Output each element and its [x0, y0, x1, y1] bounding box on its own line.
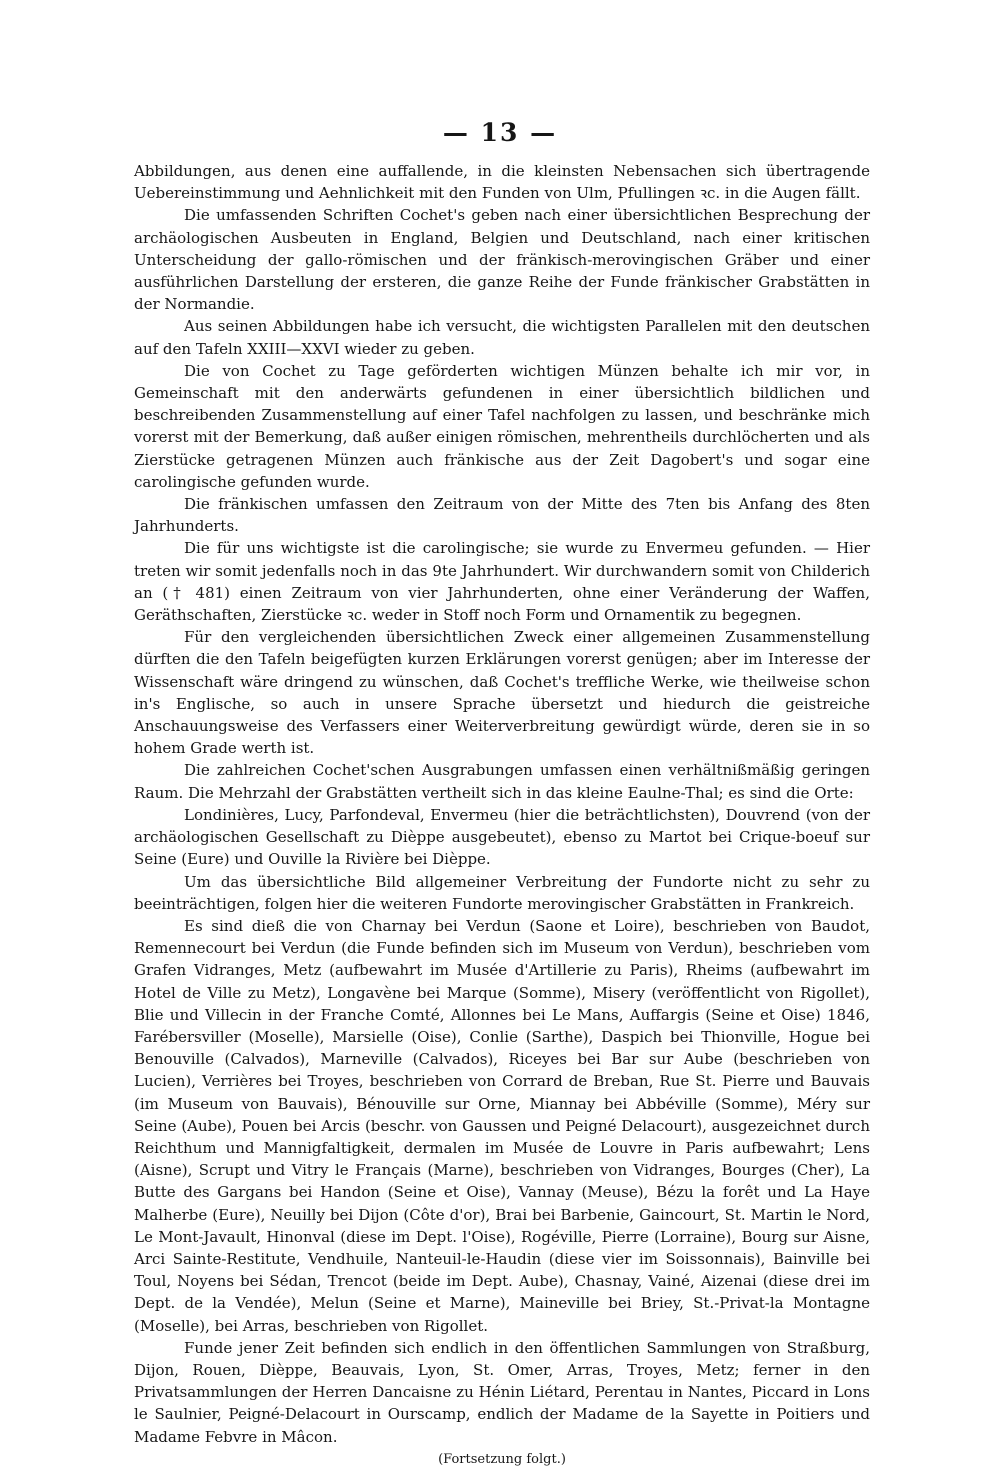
paragraph-4: Die von Cochet zu Tage geförderten wichtigen Münzen behalte ich mir vor, in Gemeinschaft mit den anderwärts gefundenen in einer übersichtlich bildlichen und beschreibenden Zusammenstellung auf einer Tafel nachfolgen zu lassen, und beschränke mich vorerst mit der Bemerkung, daß außer einigen römischen, mehrentheils durchlöcherten und als Zierstücke getragenen Münzen auch fränkische aus der Zeit Dagobert's und sogar eine carolingische gefunden wurde.	[134, 361, 870, 491]
paragraph-7: Für den vergleichenden übersichtlichen Zweck einer allgemeinen Zusammenstellung dürften die den Tafeln beigefügten kurzen Erklärungen vorerst genügen; aber im Interesse der Wissenschaft wäre dringend zu wünschen, daß Cochet's treffliche Werke, wie theilweise schon in's Englische, so auch in unsere Sprache übersetzt und hiedurch die geistreiche Anschauungsweise des Verfassers einer Weiterverbreitung gewürdigt würde, deren sie in so hohem Grade werth ist.	[134, 628, 870, 758]
page-number: — 13 —	[442, 118, 558, 147]
paragraph-6: Die für uns wichtigste ist die carolingische; sie wurde zu Envermeu gefunden. — Hier treten wir somit jedenfalls noch in das 9te Jahrhundert. Wir durchwandern somit von Childerich an († 481) einen Zeitraum von vier Jahrhunderten, ohne einer Veränderung der Waffen, Geräthschaften, Zierstücke ꝛc. weder in Stoff noch Form und Ornamentik zu begegnen.	[134, 539, 870, 625]
continuation-note: (Fortsetzung folgt.)	[438, 1451, 566, 1467]
paragraph-9: Londinières, Lucy, Parfondeval, Envermeu (hier die beträchtlichsten), Douvrend (von der archäologischen Gesellschaft zu Dièppe ausgebeutet), ebenso zu Martot bei Crique-boeuf sur Seine (Eure) und Ouville la Rivière bei Dièppe.	[134, 805, 870, 869]
paragraph-11: Es sind dieß die von Charnay bei Verdun (Saone et Loire), beschrieben von Baudot, Remennecourt bei Verdun (die Funde befinden sich im Museum von Verdun), beschrieben vom Grafen Vidranges, Metz (aufbewahrt im Musée d'Artillerie zu Paris), Rheims (aufbewahrt im Hotel de Ville zu Metz), Longavène bei Marque (Somme), Misery (veröffentlicht von Rigollet), Blie und Villecin in der Franche Comté, Allonnes bei Le Mans, Auffargis (Seine et Oise) 1846, Farébersviller (Moselle), Marsielle (Oise), Conlie (Sarthe), Daspich bei Thionville, Hogue bei Benouville (Calvados), Marneville (Calvados), Riceyes bei Bar sur Aube (beschrieben von Lucien), Verrières bei Troyes, beschrieben von Corrard de Breban, Rue St. Pierre und Bauvais (im Museum von Bauvais), Bénouville sur Orne, Miannay bei Abbéville (Somme), Méry sur Seine (Aube), Pouen bei Arcis (beschr. von Gaussen und Peigné Delacourt), ausgezeichnet durch Reichthum und Mannigfaltigkeit, dermalen im Musée de Louvre in Paris aufbewahrt; Lens (Aisne), Scrupt und Vitry le Français (Marne), beschrieben von Vidranges, Bourges (Cher), La Butte des Gargans bei Handon (Seine et Oise), Vannay (Meuse), Bézu la forêt und La Haye Malherbe (Eure), Neuilly bei Dijon (Côte d'or), Brai bei Barbenie, Gaincourt, St. Martin le Nord, Le Mont-Javault, Hinonval (diese im Dept. l'Oise), Rogéville, Pierre (Lorraine), Bourg sur Aisne, Arci Sainte-Restitute, Vendhuile, Nanteuil-le-Haudin (diese vier im Soissonnais), Bainville bei Toul, Noyens bei Sédan, Trencot (beide im Dept. Aube), Chasnay, Vainé, Aizenai (diese drei im Dept. de la Vendée), Melun (Seine et Marne), Maineville bei Briey, St.-Privat-la Montagne (Moselle), bei Arras, beschrieben von Rigollet.	[134, 916, 870, 1335]
paragraph-10: Um das übersichtliche Bild allgemeiner Verbreitung der Fundorte nicht zu sehr zu beeinträchtigen, folgen hier die weiteren Fundorte merovingischer Grabstätten in Frankreich.	[134, 872, 870, 913]
paragraph-5: Die fränkischen umfassen den Zeitraum von der Mitte des 7ten bis Anfang des 8ten Jahrhunderts.	[134, 495, 870, 536]
text-body	[134, 160, 870, 1471]
paragraph-2: Die umfassenden Schriften Cochet's geben nach einer übersichtlichen Besprechung der archäologischen Ausbeuten in England, Belgien und Deutschland, nach einer kritischen Unterscheidung der gallo-römischen und der fränkisch-merovingischen Gräber und einer ausführlichen Darstellung der ersteren, die ganze Reihe der Funde fränkischer Grabstätten in der Normandie.	[134, 206, 870, 314]
paragraph-8: Die zahlreichen Cochet'schen Ausgrabungen umfassen einen verhältnißmäßig geringen Raum. Die Mehrzahl der Grabstätten vertheilt sich in das kleine Eaulne-Thal; es sind die Orte:	[134, 761, 870, 802]
paragraph-3: Aus seinen Abbildungen habe ich versucht, die wichtigsten Parallelen mit den deutschen auf den Tafeln XXIII—XXVI wieder zu geben.	[134, 317, 870, 358]
paragraph-12: Funde jener Zeit befinden sich endlich in den öffentlichen Sammlungen von Straßburg, Dijon, Rouen, Dièppe, Beauvais, Lyon, St. Omer, Arras, Troyes, Metz; ferner in den Privatsammlungen der Herren Dancaisne zu Hénin Liétard, Perentau in Nantes, Piccard in Lons le Saulnier, Peigné-Delacourt in Ourscamp, endlich der Madame de la Sayette in Poitiers und Madame Febvre in Mâcon.	[134, 1338, 870, 1446]
paragraph-1: Abbildungen, aus denen eine auffallende, in die kleinsten Nebensachen sich übertragende Uebereinstimmung und Aehnlichkeit mit den Funden von Ulm, Pfullingen ꝛc. in die Augen fällt.	[134, 162, 870, 203]
